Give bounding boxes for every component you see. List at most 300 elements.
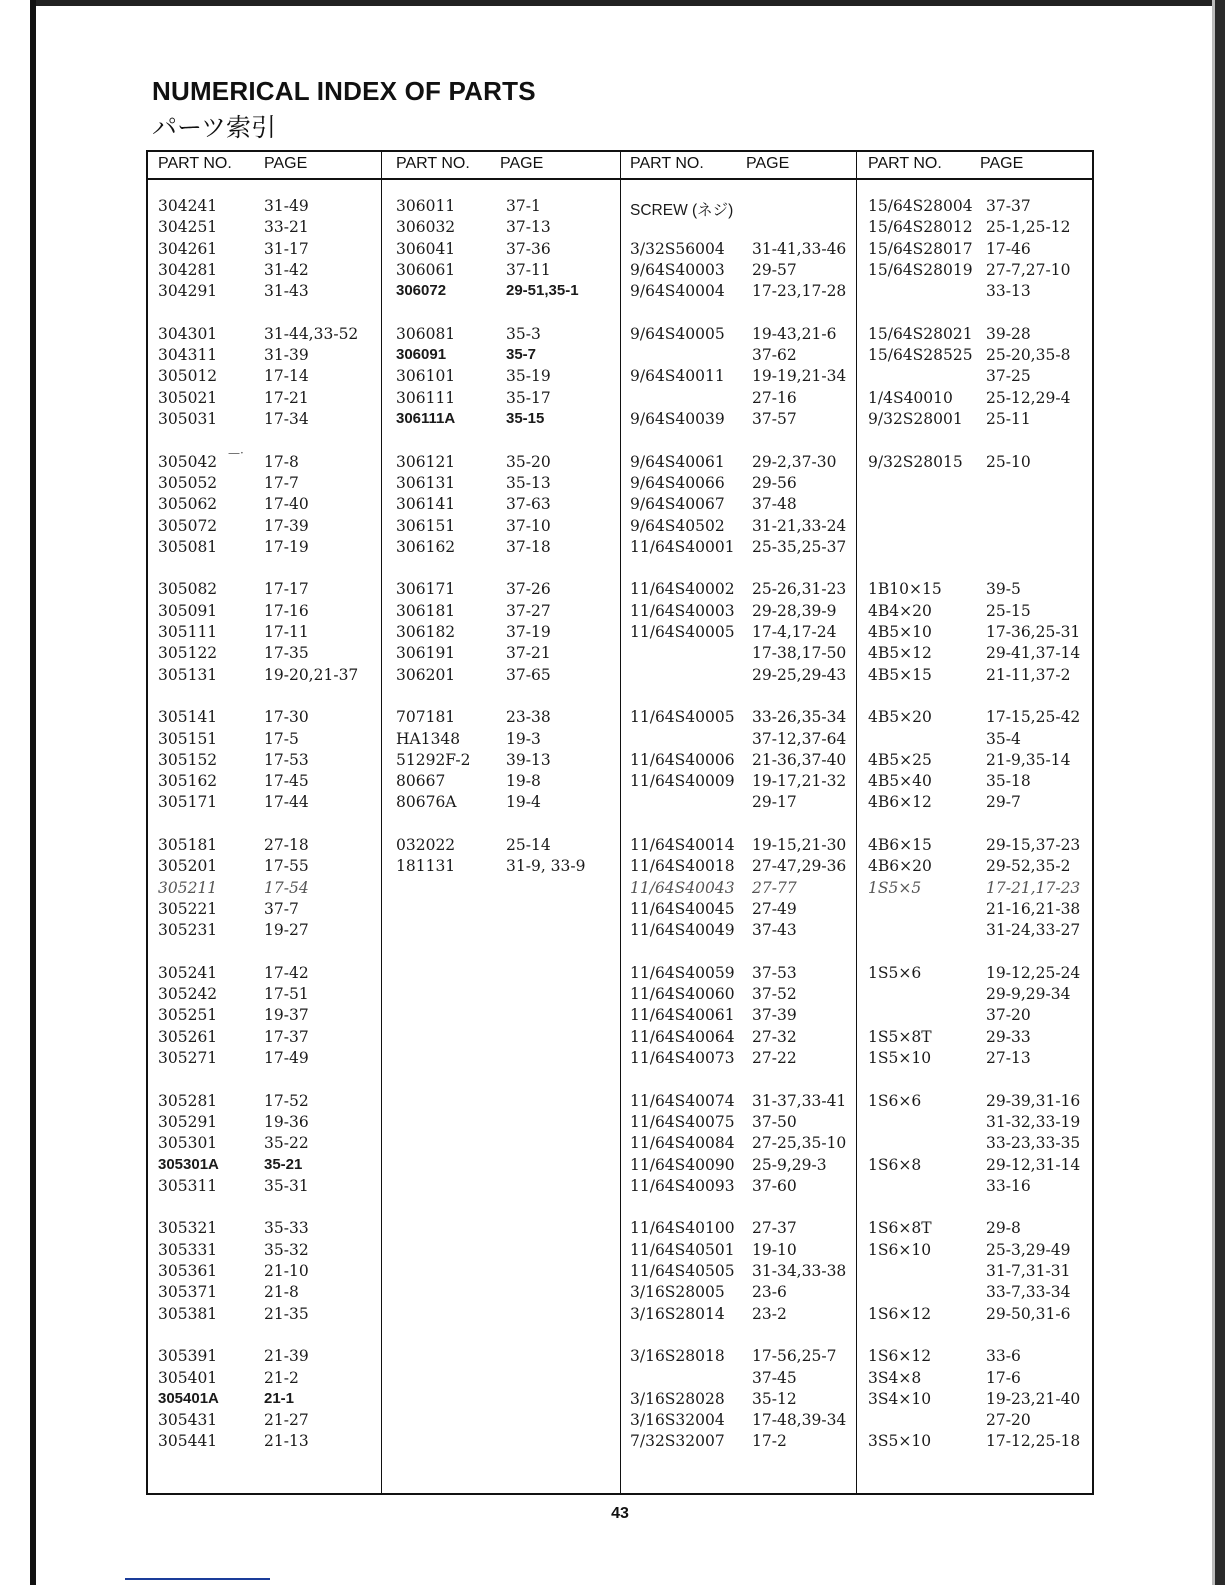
page-reference: 35-4 xyxy=(986,729,1021,748)
footer-underline xyxy=(125,1578,270,1580)
part-number: 4B5×12 xyxy=(868,644,932,663)
part-number: 306182 xyxy=(396,623,456,641)
page-reference: 29-41,37-14 xyxy=(986,644,1081,663)
page-reference: 37-53 xyxy=(752,963,797,982)
page-reference: 37-63 xyxy=(506,495,551,514)
page-reference: 39-5 xyxy=(986,580,1021,599)
part-number: 181131 xyxy=(396,857,456,876)
page-reference: 19-19,21-34 xyxy=(752,367,847,386)
page-reference: 31-21,33-24 xyxy=(752,516,847,535)
page-reference: 27-32 xyxy=(752,1027,797,1046)
page-reference: 29-25,29-43 xyxy=(752,665,847,684)
page-reference: 33-21 xyxy=(264,218,309,237)
page-reference: 37-48 xyxy=(752,495,797,514)
part-number: 305091 xyxy=(158,601,218,620)
part-number: 11/64S40003 xyxy=(630,601,735,620)
part-number: 305281 xyxy=(158,1091,218,1110)
page-reference: 37-1 xyxy=(506,197,541,215)
page-reference: 17-7 xyxy=(264,473,299,492)
page-reference: 23-38 xyxy=(506,708,551,727)
page-reference: 25-10 xyxy=(986,452,1031,471)
page-reference: 37-60 xyxy=(752,1176,797,1195)
page-reference: 19-43,21-6 xyxy=(752,324,837,343)
page-reference: 29-50,31-6 xyxy=(986,1304,1071,1323)
part-number: 306121 xyxy=(396,452,456,471)
part-number: 11/64S40045 xyxy=(630,899,735,918)
page-reference: 17-53 xyxy=(264,750,309,769)
page-title-japanese: パーツ索引 xyxy=(152,113,277,142)
page-reference: 35-32 xyxy=(264,1240,309,1259)
page-reference: 29-33 xyxy=(986,1027,1031,1046)
page-reference: 31-34,33-38 xyxy=(752,1262,847,1280)
page-reference: 31-32,33-19 xyxy=(986,1112,1081,1131)
part-number: 1S5×5 xyxy=(868,878,922,897)
page-reference: 37-37 xyxy=(986,197,1031,215)
page-reference: 17-5 xyxy=(264,729,299,748)
part-number: HA1348 xyxy=(396,729,461,748)
page-reference: 21-10 xyxy=(264,1262,309,1280)
part-number: 11/64S40002 xyxy=(630,580,735,599)
part-number: 11/64S40074 xyxy=(630,1091,735,1110)
part-number: 305181 xyxy=(158,836,218,854)
part-number: 305431 xyxy=(158,1411,218,1430)
page-reference: 27-20 xyxy=(986,1411,1031,1430)
part-number: 305081 xyxy=(158,537,218,556)
part-number: 9/64S40061 xyxy=(630,452,725,471)
part-number: 305201 xyxy=(158,857,218,876)
page-reference: 35-19 xyxy=(506,367,551,386)
page-reference: 17-40 xyxy=(264,495,309,514)
part-number: 11/64S40001 xyxy=(630,537,735,556)
part-number: 305231 xyxy=(158,921,218,940)
page-reference: 29-9,29-34 xyxy=(986,985,1071,1004)
page-reference: 27-25,35-10 xyxy=(752,1134,847,1153)
part-number: 15/64S28525 xyxy=(868,346,973,365)
page-reference: 19-15,21-30 xyxy=(752,836,847,854)
page-reference: 35-7 xyxy=(506,346,537,364)
part-number: 305012 xyxy=(158,367,218,386)
page-reference: 17-56,25-7 xyxy=(752,1347,837,1366)
page-reference: 23-6 xyxy=(752,1283,787,1302)
part-number: 305301A xyxy=(158,1155,219,1173)
part-number: 304291 xyxy=(158,282,218,301)
page-reference: 17-44 xyxy=(264,793,309,812)
page-reference: 37-20 xyxy=(986,1006,1031,1025)
page-reference: 17-21,17-23 xyxy=(986,878,1081,897)
part-number: 305072 xyxy=(158,516,218,535)
page-reference: 37-39 xyxy=(752,1006,797,1025)
page-reference: 17-37 xyxy=(264,1027,309,1046)
page-reference: 29-57 xyxy=(752,260,797,279)
page-reference: 37-27 xyxy=(506,601,551,620)
part-number: 1S5×10 xyxy=(868,1049,932,1067)
part-number: 306091 xyxy=(396,346,447,364)
page-reference: 31-17 xyxy=(264,239,309,258)
page-reference: 37-36 xyxy=(506,239,551,258)
part-number: 306181 xyxy=(396,601,456,620)
part-number: 305271 xyxy=(158,1049,218,1067)
part-number: 306191 xyxy=(396,644,456,663)
page-reference: 19-27 xyxy=(264,921,309,940)
part-number: 305391 xyxy=(158,1347,218,1366)
part-number: 4B6×12 xyxy=(868,793,932,812)
part-number: 11/64S40005 xyxy=(630,623,735,641)
page-reference: 29-56 xyxy=(752,473,797,492)
part-number: 306162 xyxy=(396,537,456,556)
column-header-part-no-4: PART NO. xyxy=(868,155,942,172)
part-number: 304261 xyxy=(158,239,218,258)
page-reference: 33-13 xyxy=(986,282,1031,301)
page-reference: 35-21 xyxy=(264,1155,303,1173)
part-number: 305021 xyxy=(158,388,218,407)
page-reference: 25-3,29-49 xyxy=(986,1240,1071,1259)
part-number: 305441 xyxy=(158,1432,218,1451)
page-reference: 31-44,33-52 xyxy=(264,324,359,343)
part-number: 15/64S28019 xyxy=(868,260,973,279)
part-number: 11/64S40093 xyxy=(630,1176,735,1195)
part-number: 305251 xyxy=(158,1006,218,1025)
part-number: 15/64S28004 xyxy=(868,197,973,215)
page-reference: 17-35 xyxy=(264,644,309,663)
section-label: SCREW (ネジ) xyxy=(630,202,734,219)
page-reference: 27-18 xyxy=(264,836,309,854)
page-reference: 21-36,37-40 xyxy=(752,750,847,769)
column-header-page-4: PAGE xyxy=(980,155,1024,172)
page-reference: 17-23,17-28 xyxy=(752,282,847,301)
part-number: 305062 xyxy=(158,495,218,514)
page-reference: 17-49 xyxy=(264,1049,309,1067)
part-number: 9/64S40067 xyxy=(630,495,725,514)
part-number: 305122 xyxy=(158,644,218,663)
page-reference: 37-18 xyxy=(506,537,551,556)
page-reference: 37-21 xyxy=(506,644,551,663)
part-number: 305311 xyxy=(158,1176,218,1195)
part-number: 4B4×20 xyxy=(868,601,932,620)
page-reference: 19-17,21-32 xyxy=(752,772,847,791)
part-number: 3/16S28028 xyxy=(630,1389,725,1408)
column-header-part-no-2: PART NO. xyxy=(396,155,470,172)
page-reference: 37-25 xyxy=(986,367,1031,386)
column-divider xyxy=(381,152,382,1493)
page-reference: 35-15 xyxy=(506,410,545,427)
page-reference: 17-34 xyxy=(264,410,309,428)
part-number: 1S6×12 xyxy=(868,1347,932,1366)
part-number: 305111 xyxy=(158,623,218,641)
part-number: 305331 xyxy=(158,1240,218,1259)
page-reference: 27-13 xyxy=(986,1049,1031,1067)
column-header-page-3: PAGE xyxy=(746,155,790,172)
part-number: 304311 xyxy=(158,346,218,365)
page-reference: 35-18 xyxy=(986,772,1031,791)
part-number: 11/64S40059 xyxy=(630,963,735,982)
page-reference: 21-9,35-14 xyxy=(986,750,1071,769)
part-number: 707181 xyxy=(396,708,456,727)
part-number: 3S4×8 xyxy=(868,1368,922,1387)
part-number: 80667 xyxy=(396,772,446,791)
page-reference: 17-36,25-31 xyxy=(986,623,1081,641)
part-number: 305211 xyxy=(158,878,218,897)
part-number: 9/64S40005 xyxy=(630,324,725,343)
part-number: 305131 xyxy=(158,665,218,684)
page-reference: 21-11,37-2 xyxy=(986,665,1071,684)
part-number: 9/32S28001 xyxy=(868,410,963,428)
page-reference: 21-2 xyxy=(264,1368,299,1387)
part-number: 1/4S40010 xyxy=(868,388,953,407)
page-reference: 17-17 xyxy=(264,580,309,599)
part-number: 1S6×8 xyxy=(868,1155,922,1174)
scan-edge-left xyxy=(0,0,30,1585)
part-number: 1S6×8T xyxy=(868,1219,932,1238)
page-reference: 17-52 xyxy=(264,1091,309,1110)
page-reference: 35-12 xyxy=(752,1389,797,1408)
part-number: 11/64S40014 xyxy=(630,836,735,854)
page-reference: 25-9,29-3 xyxy=(752,1155,827,1174)
page-reference: 31-39 xyxy=(264,346,309,365)
page-title: NUMERICAL INDEX OF PARTS xyxy=(152,76,536,106)
part-number: 9/64S40011 xyxy=(630,367,725,386)
part-number: 15/64S28017 xyxy=(868,239,973,258)
part-number: 9/64S40004 xyxy=(630,282,725,301)
part-number: 11/64S40009 xyxy=(630,772,735,791)
page-reference: 27-7,27-10 xyxy=(986,260,1071,279)
page-reference: 29-12,31-14 xyxy=(986,1155,1081,1174)
part-number: 305371 xyxy=(158,1283,218,1302)
page-reference: 33-7,33-34 xyxy=(986,1283,1071,1302)
parts-index-table xyxy=(146,150,1094,1495)
part-number: 305141 xyxy=(158,708,218,727)
page-reference: 27-22 xyxy=(752,1049,797,1067)
page-reference: 27-37 xyxy=(752,1219,797,1238)
page-reference: 17-6 xyxy=(986,1368,1021,1387)
part-number: 3S5×10 xyxy=(868,1432,932,1451)
part-number: 305321 xyxy=(158,1219,218,1238)
page-reference: 17-39 xyxy=(264,516,309,535)
page-reference: 37-43 xyxy=(752,921,797,940)
column-header-part-no-3: PART NO. xyxy=(630,155,704,172)
part-number: 304251 xyxy=(158,218,218,237)
part-number: 1B10×15 xyxy=(868,580,942,599)
column-header-page-2: PAGE xyxy=(500,155,544,172)
page-reference: 21-8 xyxy=(264,1283,299,1302)
page-reference: 17-16 xyxy=(264,601,309,620)
page-reference: 37-45 xyxy=(752,1368,797,1387)
page-reference: 17-45 xyxy=(264,772,309,791)
part-number: 51292F-2 xyxy=(396,750,471,769)
page-reference: 31-37,33-41 xyxy=(752,1091,847,1110)
part-number: 306101 xyxy=(396,367,456,386)
page-reference: 19-8 xyxy=(506,772,541,791)
page-reference: 17-14 xyxy=(264,367,309,386)
page-reference: 17-46 xyxy=(986,239,1031,258)
part-number: 306032 xyxy=(396,218,456,237)
page-reference: 39-28 xyxy=(986,324,1031,343)
part-number: 11/64S40075 xyxy=(630,1112,735,1131)
page-reference: 19-23,21-40 xyxy=(986,1389,1081,1408)
part-number: 305082 xyxy=(158,580,218,599)
part-number: 3S4×10 xyxy=(868,1389,932,1408)
page-reference: 17-19 xyxy=(264,537,309,556)
page-reference: 21-16,21-38 xyxy=(986,899,1081,918)
page-reference: 21-35 xyxy=(264,1304,309,1323)
part-number: 9/64S40003 xyxy=(630,260,725,279)
part-number: 11/64S40064 xyxy=(630,1027,735,1046)
page-reference: 17-8 xyxy=(264,452,299,471)
page-reference: 17-12,25-18 xyxy=(986,1432,1081,1451)
page-reference: 37-10 xyxy=(506,516,551,535)
page-reference: 31-41,33-46 xyxy=(752,239,847,258)
page-reference: 27-77 xyxy=(752,878,797,897)
part-number: 305301 xyxy=(158,1134,218,1153)
page-reference: 27-16 xyxy=(752,388,797,407)
page-reference: 33-26,35-34 xyxy=(752,708,847,727)
part-number: 4B6×20 xyxy=(868,857,932,876)
page-reference: 37-52 xyxy=(752,985,797,1004)
part-number: 3/16S32004 xyxy=(630,1411,725,1430)
page-reference: 35-20 xyxy=(506,452,551,471)
scan-edge-top xyxy=(0,0,1225,6)
page-reference: 17-55 xyxy=(264,857,309,876)
page-reference: 17-15,25-42 xyxy=(986,708,1081,727)
part-number: 306072 xyxy=(396,282,447,300)
part-number: 305162 xyxy=(158,772,218,791)
part-number: 306201 xyxy=(396,665,456,684)
page-reference: 37-57 xyxy=(752,410,797,428)
part-number: 306041 xyxy=(396,239,456,258)
page-reference: 27-47,29-36 xyxy=(752,857,847,876)
page-reference: 21-1 xyxy=(264,1389,295,1407)
part-number: 305261 xyxy=(158,1027,218,1046)
page-reference: 37-7 xyxy=(264,899,299,918)
part-number: 305042 xyxy=(158,452,218,471)
page-reference: 19-10 xyxy=(752,1240,797,1259)
page-reference: 19-12,25-24 xyxy=(986,963,1081,982)
page-reference: 25-12,29-4 xyxy=(986,388,1071,407)
page-reference: 37-62 xyxy=(752,346,797,365)
part-number: 11/64S40043 xyxy=(630,878,735,897)
part-number: 305152 xyxy=(158,750,218,769)
page-reference: 31-9, 33-9 xyxy=(506,857,586,876)
page-number: 43 xyxy=(611,1505,629,1522)
page-reference: 25-15 xyxy=(986,601,1031,620)
part-number: 15/64S28021 xyxy=(868,324,973,343)
page-reference: 17-48,39-34 xyxy=(752,1411,847,1430)
page-reference: 35-13 xyxy=(506,473,551,492)
part-number: 1S5×8T xyxy=(868,1027,932,1046)
part-number: 15/64S28012 xyxy=(868,218,973,237)
page-reference: 29-52,35-2 xyxy=(986,857,1071,876)
page-reference: 25-14 xyxy=(506,836,551,854)
page-reference: 17-2 xyxy=(752,1432,787,1451)
part-number: 11/64S40090 xyxy=(630,1155,735,1174)
part-number: 306131 xyxy=(396,473,456,492)
part-number: 9/64S40066 xyxy=(630,473,725,492)
page-reference: 31-7,31-31 xyxy=(986,1262,1071,1280)
page-reference: 29-28,39-9 xyxy=(752,601,837,620)
page-reference: 19-37 xyxy=(264,1006,309,1025)
page-reference: 31-43 xyxy=(264,282,309,301)
part-number: 305242 xyxy=(158,985,218,1004)
part-number: 3/16S28018 xyxy=(630,1347,725,1366)
page-reference: 29-15,37-23 xyxy=(986,836,1081,854)
part-number: 7/32S32007 xyxy=(630,1432,725,1451)
part-number: 3/32S56004 xyxy=(630,239,725,258)
stray-pencil-mark: —· xyxy=(228,446,244,460)
part-number: 11/64S40049 xyxy=(630,921,735,940)
part-number: 306111 xyxy=(396,388,456,407)
part-number: 304301 xyxy=(158,324,218,343)
part-number: 9/64S40502 xyxy=(630,516,725,535)
part-number: 306141 xyxy=(396,495,456,514)
page-reference: 21-27 xyxy=(264,1411,309,1430)
part-number: 80676A xyxy=(396,793,457,812)
part-number: 4B6×15 xyxy=(868,836,932,854)
page-reference: 17-11 xyxy=(264,623,309,641)
part-number: 306061 xyxy=(396,260,456,279)
part-number: 9/32S28015 xyxy=(868,452,963,471)
page-reference: 17-38,17-50 xyxy=(752,644,847,663)
part-number: 11/64S40006 xyxy=(630,750,735,769)
page-reference: 29-8 xyxy=(986,1219,1021,1238)
page-reference: 39-13 xyxy=(506,750,551,769)
page-reference: 29-17 xyxy=(752,793,797,812)
part-number: 1S5×6 xyxy=(868,963,922,982)
column-divider xyxy=(620,152,621,1493)
part-number: 305381 xyxy=(158,1304,218,1323)
page-reference: 23-2 xyxy=(752,1304,787,1323)
part-number: 305361 xyxy=(158,1262,218,1280)
page-reference: 19-36 xyxy=(264,1112,309,1131)
part-number: 11/64S40501 xyxy=(630,1240,735,1259)
column-header-part-no-1: PART NO. xyxy=(158,155,232,172)
page-reference: 25-26,31-23 xyxy=(752,580,847,599)
part-number: 305221 xyxy=(158,899,218,918)
page-reference: 35-22 xyxy=(264,1134,309,1153)
page-reference: 29-51,35-1 xyxy=(506,282,579,300)
page-reference: 37-50 xyxy=(752,1112,797,1131)
page-reference: 37-13 xyxy=(506,218,551,237)
page-reference: 17-21 xyxy=(264,388,309,407)
part-number: 305291 xyxy=(158,1112,218,1131)
part-number: 9/64S40039 xyxy=(630,410,725,428)
page-reference: 17-51 xyxy=(264,985,309,1004)
part-number: 4B5×20 xyxy=(868,708,932,727)
page-reference: 25-20,35-8 xyxy=(986,346,1071,365)
part-number: 3/16S28014 xyxy=(630,1304,725,1323)
page-reference: 19-4 xyxy=(506,793,541,812)
page-reference: 25-1,25-12 xyxy=(986,218,1071,237)
page-reference: 33-23,33-35 xyxy=(986,1134,1081,1153)
part-number: 1S6×6 xyxy=(868,1091,922,1110)
page-reference: 35-3 xyxy=(506,324,541,343)
part-number: 306171 xyxy=(396,580,456,599)
part-number: 11/64S40084 xyxy=(630,1134,735,1153)
page-reference: 19-20,21-37 xyxy=(264,665,359,684)
part-number: 305031 xyxy=(158,410,218,428)
page-reference: 37-12,37-64 xyxy=(752,729,847,748)
page-reference: 31-49 xyxy=(264,197,309,215)
part-number: 032022 xyxy=(396,836,456,854)
page-reference: 37-65 xyxy=(506,665,551,684)
scan-edge-right xyxy=(1215,0,1225,1585)
page-reference: 37-19 xyxy=(506,623,551,641)
page-reference: 25-35,25-37 xyxy=(752,537,847,556)
part-number: 1S6×10 xyxy=(868,1240,932,1259)
part-number: 11/64S40018 xyxy=(630,857,735,876)
page-reference: 27-49 xyxy=(752,899,797,918)
column-divider xyxy=(856,152,857,1493)
page-reference: 37-26 xyxy=(506,580,551,599)
part-number: 11/64S40073 xyxy=(630,1049,735,1067)
